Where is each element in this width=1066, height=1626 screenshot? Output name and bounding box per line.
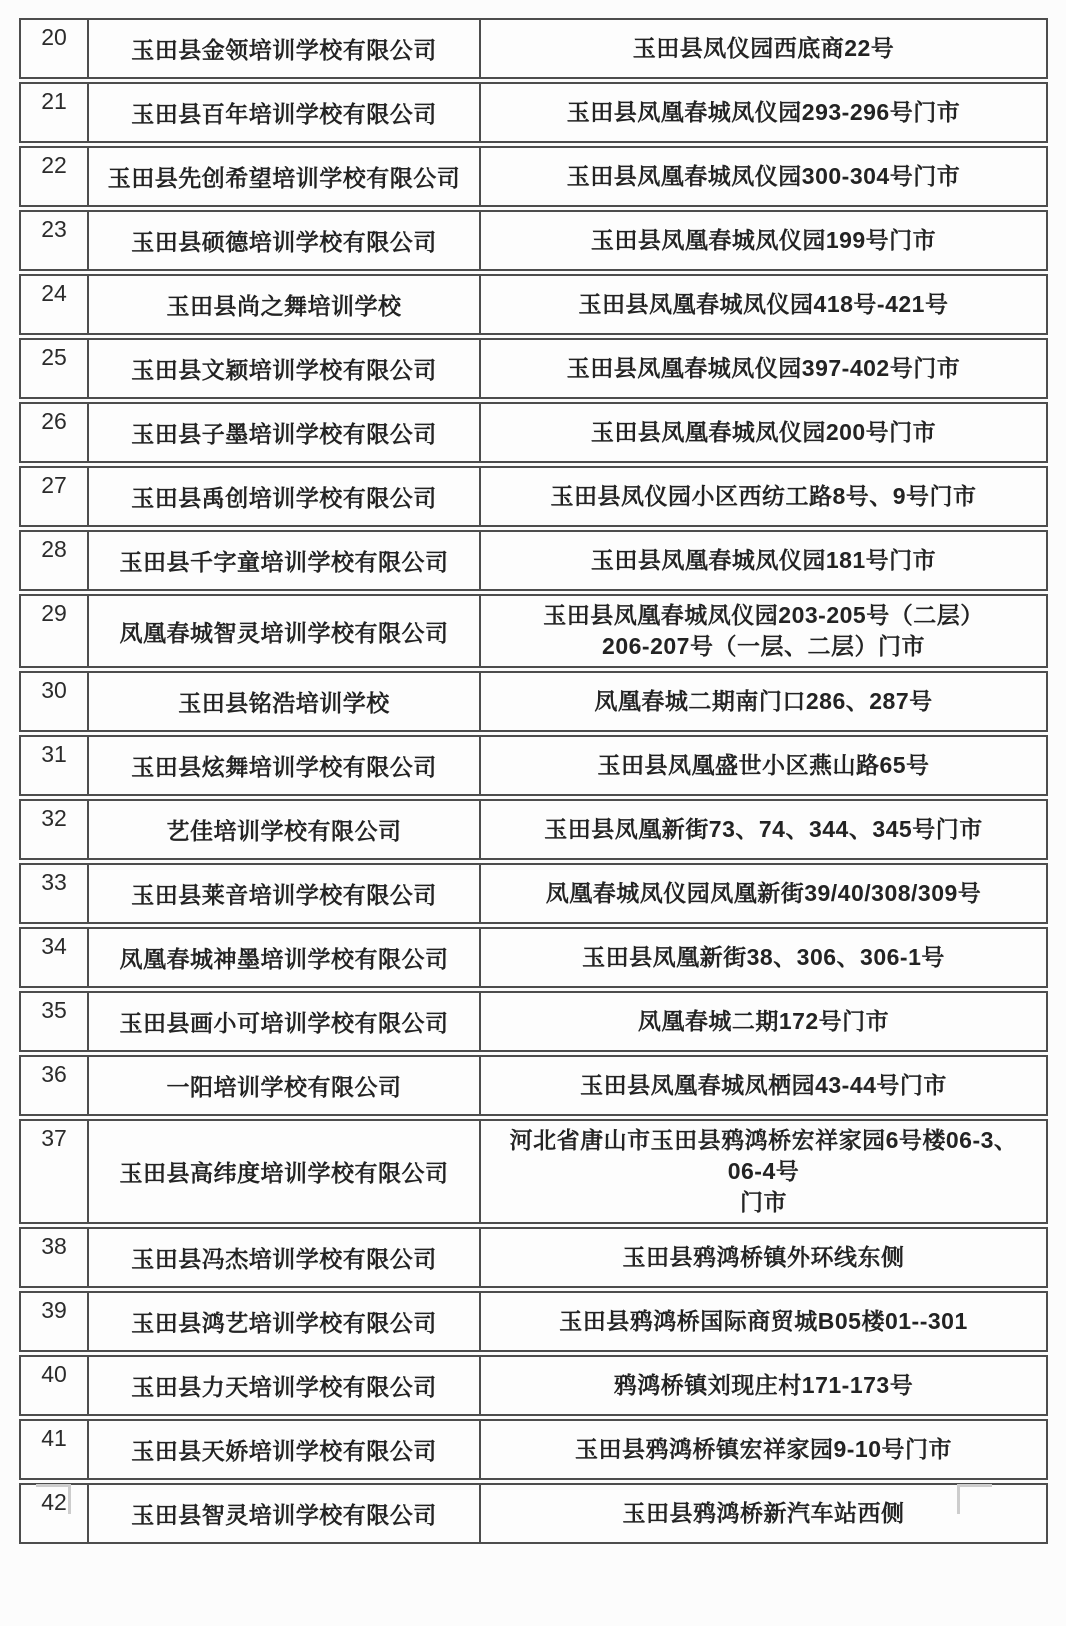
school-name: 凤凰春城智灵培训学校有限公司 (87, 596, 479, 666)
table-row (19, 1055, 1048, 1116)
table-row (19, 402, 1048, 463)
school-address (479, 801, 1046, 858)
school-name: 玉田县智灵培训学校有限公司 (87, 1485, 479, 1542)
table-row (19, 338, 1048, 399)
school-address-line: 玉田县凤凰春城凤仪园200号门市 (590, 419, 937, 445)
school-address (479, 84, 1046, 141)
row-number: 40 (41, 1361, 67, 1387)
row-number: 33 (41, 869, 67, 895)
school-address-line: 玉田县鸦鸿桥国际商贸城B05楼01--301 (559, 1308, 968, 1334)
row-number: 39 (41, 1297, 67, 1323)
school-name: 玉田县金领培训学校有限公司 (87, 20, 479, 77)
school-address-line: 玉田县凤凰盛世小区燕山路65号 (597, 752, 930, 778)
table-row (19, 530, 1048, 591)
row-number: 22 (41, 152, 67, 178)
school-name: 凤凰春城神墨培训学校有限公司 (87, 929, 479, 986)
table-row (19, 594, 1048, 668)
table-row (19, 735, 1048, 796)
table-row (19, 1227, 1048, 1288)
school-address-line: 玉田县凤凰春城凤仪园300-304号门市 (566, 163, 961, 189)
school-address-line: 玉田县凤凰新街73、74、344、345号门市 (544, 816, 983, 842)
school-address-line: 玉田县凤凰春城凤仪园397-402号门市 (566, 355, 961, 381)
table-row (19, 927, 1048, 988)
row-number: 24 (41, 280, 67, 306)
school-name: 玉田县文颖培训学校有限公司 (87, 340, 479, 397)
school-address (479, 468, 1046, 525)
table-row (19, 863, 1048, 924)
table-row (19, 82, 1048, 143)
school-name: 艺佳培训学校有限公司 (87, 801, 479, 858)
row-number: 34 (41, 933, 67, 959)
school-address (479, 1229, 1046, 1286)
table-row (19, 1119, 1048, 1224)
table-row (19, 991, 1048, 1052)
school-name: 玉田县尚之舞培训学校 (87, 276, 479, 333)
row-number: 21 (41, 88, 67, 114)
school-name: 玉田县先创希望培训学校有限公司 (87, 148, 479, 205)
crop-corner-left-icon (36, 1484, 71, 1514)
school-address-line: 玉田县凤仪园小区西纺工路8号、9号门市 (550, 483, 977, 509)
school-address-line: 鸦鸿桥镇刘现庄村171-173号 (613, 1372, 914, 1398)
row-number: 37 (41, 1125, 67, 1151)
row-number: 35 (41, 997, 67, 1023)
school-address (479, 865, 1046, 922)
school-address-line: 河北省唐山市玉田县鸦鸿桥宏祥家园6号楼06-3、06-4号 (509, 1127, 1018, 1184)
school-address-line: 玉田县鸦鸿桥镇外环线东侧 (622, 1244, 905, 1270)
row-number: 31 (41, 741, 67, 767)
school-address-line: 门市 (740, 1189, 787, 1215)
school-address-line: 凤凰春城凤仪园凤凰新街39/40/308/309号 (545, 880, 982, 906)
school-address (479, 1421, 1046, 1478)
crop-corner-right-icon (957, 1484, 992, 1514)
school-name: 玉田县高纬度培训学校有限公司 (87, 1121, 479, 1222)
school-address-line: 玉田县凤凰春城凤仪园199号门市 (590, 227, 937, 253)
table-row (19, 671, 1048, 732)
school-address (479, 532, 1046, 589)
school-name: 玉田县画小可培训学校有限公司 (87, 993, 479, 1050)
row-number: 20 (41, 24, 67, 50)
school-name: 玉田县冯杰培训学校有限公司 (87, 1229, 479, 1286)
school-address (479, 404, 1046, 461)
table-row (19, 146, 1048, 207)
school-address-line: 玉田县凤凰春城凤仪园181号门市 (590, 547, 937, 573)
school-address (479, 20, 1046, 77)
table-row (19, 210, 1048, 271)
row-number: 38 (41, 1233, 67, 1259)
school-name: 玉田县百年培训学校有限公司 (87, 84, 479, 141)
school-address (479, 596, 1046, 666)
row-number: 36 (41, 1061, 67, 1087)
row-number: 25 (41, 344, 67, 370)
row-number: 30 (41, 677, 67, 703)
school-name: 玉田县天娇培训学校有限公司 (87, 1421, 479, 1478)
row-number: 27 (41, 472, 67, 498)
school-address (479, 1293, 1046, 1350)
table-row (19, 799, 1048, 860)
school-address-line: 玉田县鸦鸿桥镇宏祥家园9-10号门市 (574, 1436, 953, 1462)
school-address (479, 148, 1046, 205)
school-address (479, 276, 1046, 333)
school-address (479, 1357, 1046, 1414)
school-address (479, 929, 1046, 986)
school-address (479, 1121, 1046, 1222)
table-row (19, 18, 1048, 79)
table-row (19, 1419, 1048, 1480)
school-address (479, 212, 1046, 269)
school-name: 玉田县禹创培训学校有限公司 (87, 468, 479, 525)
school-name: 玉田县子墨培训学校有限公司 (87, 404, 479, 461)
school-address (479, 1057, 1046, 1114)
table-row (19, 1483, 1048, 1544)
table-row (19, 1355, 1048, 1416)
school-name: 玉田县鸿艺培训学校有限公司 (87, 1293, 479, 1350)
school-address-line: 凤凰春城二期172号门市 (637, 1008, 890, 1034)
school-address-line: 玉田县凤凰新街38、306、306-1号 (582, 944, 945, 970)
school-name: 玉田县炫舞培训学校有限公司 (87, 737, 479, 794)
school-name: 玉田县硕德培训学校有限公司 (87, 212, 479, 269)
school-name: 玉田县力天培训学校有限公司 (87, 1357, 479, 1414)
table-row (19, 1291, 1048, 1352)
row-number: 23 (41, 216, 67, 242)
school-name: 玉田县千字童培训学校有限公司 (87, 532, 479, 589)
school-address-line: 玉田县凤凰春城凤仪园418号-421号 (578, 291, 949, 317)
school-name: 一阳培训学校有限公司 (87, 1057, 479, 1114)
school-address-line: 凤凰春城二期南门口286、287号 (594, 688, 933, 714)
table-row (19, 466, 1048, 527)
school-address (479, 340, 1046, 397)
row-number: 29 (41, 600, 67, 626)
school-name: 玉田县莱音培训学校有限公司 (87, 865, 479, 922)
school-address-line: 玉田县鸦鸿桥新汽车站西侧 (622, 1500, 905, 1526)
row-number: 32 (41, 805, 67, 831)
row-number: 42 (41, 1489, 67, 1515)
school-address-line: 玉田县凤凰春城凤仪园293-296号门市 (566, 99, 961, 125)
school-address-line: 玉田县凤凰春城凤仪园203-205号（二层） (543, 602, 984, 628)
school-table (19, 18, 1048, 1547)
school-address-line: 206-207号（一层、二层）门市 (602, 633, 925, 659)
school-address (479, 737, 1046, 794)
school-address-line: 玉田县凤凰春城凤栖园43-44号门市 (580, 1072, 947, 1098)
row-number: 28 (41, 536, 67, 562)
school-name: 玉田县铭浩培训学校 (87, 673, 479, 730)
row-number: 41 (41, 1425, 67, 1451)
table-row (19, 274, 1048, 335)
row-number: 26 (41, 408, 67, 434)
school-address-line: 玉田县凤仪园西底商22号 (632, 35, 895, 61)
school-address (479, 993, 1046, 1050)
school-address (479, 673, 1046, 730)
